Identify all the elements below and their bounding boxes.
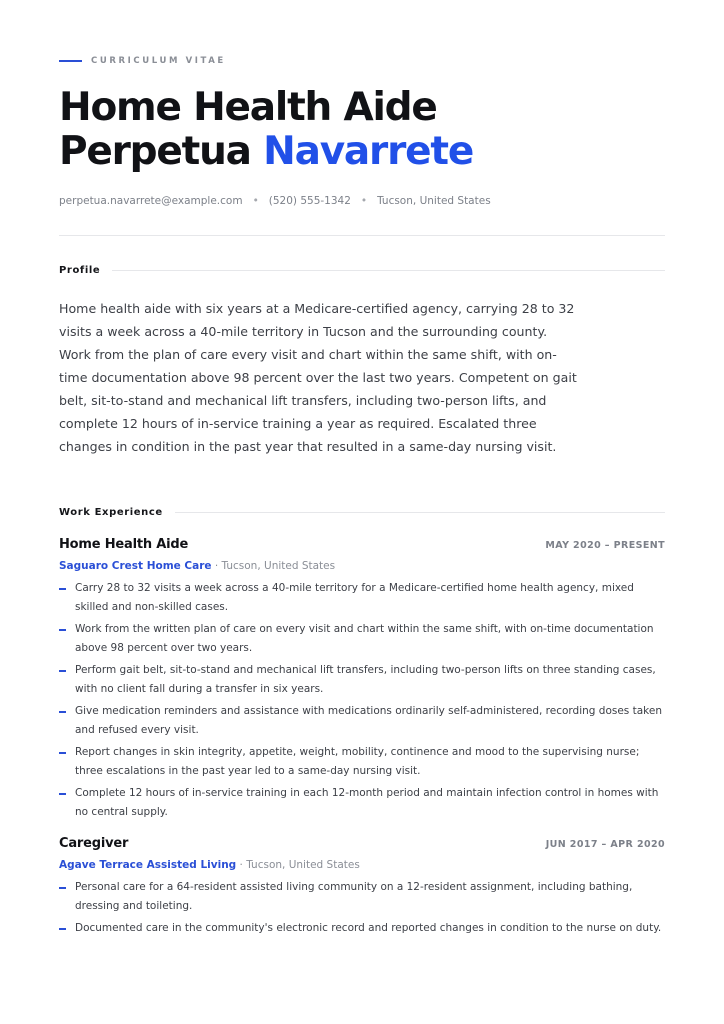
- job-header: [59, 836, 665, 856]
- job-entry: [59, 836, 665, 941]
- bullet-text: Perform gait belt, sit-to-stand and mechanical lift transfers, including two-person lifts on three standing cases, with no client fall during a transfer in six years.: [75, 664, 656, 695]
- bullet-text: Complete 12 hours of in-service training in each 12-month period and maintain infection control in homes with no central supply.: [75, 787, 659, 818]
- job-entry: [59, 537, 665, 825]
- contact-phone[interactable]: (520) 555-1342: [268, 195, 351, 207]
- bullet-text: Work from the written plan of care on every visit and chart within the same shift, with on-time documentation above 98 percent over two years.: [75, 623, 654, 654]
- bullet-text: Personal care for a 64-resident assisted living community on a 12-resident assignment, including bathing, dressing and toileting.: [75, 881, 633, 912]
- eyebrow-rule: [59, 60, 82, 62]
- job-location: · Tucson, United States: [239, 859, 360, 871]
- title-last-name: Navarrete: [263, 129, 474, 174]
- bullet-dash: [59, 588, 66, 590]
- bullet-dash: [59, 793, 66, 795]
- job-company-line: [59, 557, 665, 575]
- bullet-dash: [59, 711, 66, 713]
- job-company: Agave Terrace Assisted Living: [59, 859, 237, 871]
- list-item: [59, 743, 665, 781]
- list-item: [59, 579, 665, 617]
- job-title: Caregiver: [59, 836, 129, 851]
- profile-section-heading: [59, 265, 665, 276]
- profile-summary: Home health aide with six years at a Medicare-certified agency, carrying 28 to 32 visits a week across a 40-mile territory in Tucson and the surrounding county. Work from the plan of care every visit and chart within the same shift, with on-time documentation above 98 percent over the last two years. Competent on gait belt, sit-to-stand and mechanical lift transfers, including two-person lifts, and complete 12 hours of in-service training a year as required. Escalated three changes in condition in the past year that resulted in a same-day nursing visit.: [59, 301, 577, 454]
- bullet-text: Carry 28 to 32 visits a week across a 40-mile territory for a Medicare-certified home health agency, mixed skilled and non-skilled cases.: [75, 582, 634, 613]
- list-item: [59, 661, 665, 699]
- eyebrow: [59, 56, 226, 66]
- bullet-dash: [59, 928, 66, 930]
- job-dates: JUN 2017 – APR 2020: [545, 839, 665, 850]
- job-dates: MAY 2020 – PRESENT: [545, 540, 665, 551]
- bullet-dash: [59, 670, 66, 672]
- experience-heading: Work Experience: [59, 507, 163, 518]
- bullet-dash: [59, 887, 66, 889]
- job-bullets: [59, 878, 665, 938]
- profile-heading: Profile: [59, 265, 101, 276]
- list-item: [59, 702, 665, 740]
- page-title: [59, 86, 473, 174]
- contact-line: [59, 195, 491, 207]
- list-item: [59, 878, 665, 916]
- bullet-text: Report changes in skin integrity, appetite, weight, mobility, continence and mood to the supervising nurse; three escalations in the past year led to a same-day nursing visit.: [75, 746, 640, 777]
- job-bullets: [59, 579, 665, 822]
- list-item: [59, 784, 665, 822]
- contact-location: Tucson, United States: [377, 195, 491, 207]
- job-company-line: [59, 856, 665, 874]
- title-first-name: Perpetua: [59, 129, 251, 174]
- job-header: [59, 537, 665, 557]
- list-item: [59, 620, 665, 658]
- section-rule: [112, 270, 665, 271]
- bullet-text: Give medication reminders and assistance with medications ordinarily self-administered, recording doses taken and refused every visit.: [75, 705, 662, 736]
- bullet-dash: [59, 752, 66, 754]
- list-item: [59, 919, 665, 938]
- contact-email[interactable]: perpetua.navarrete@example.com: [59, 195, 243, 207]
- bullet-dash: [59, 629, 66, 631]
- experience-section-heading: [59, 507, 665, 518]
- bullet-text: Documented care in the community's electronic record and reported changes in condition to the nurse on duty.: [75, 922, 662, 934]
- job-title: Home Health Aide: [59, 537, 189, 552]
- contact-separator: •: [252, 195, 259, 207]
- section-rule: [175, 512, 665, 513]
- title-role: Home Health Aide: [59, 85, 437, 130]
- contact-separator: •: [360, 195, 368, 207]
- job-company: Saguaro Crest Home Care: [59, 560, 212, 572]
- header-divider: [59, 235, 665, 236]
- job-location: · Tucson, United States: [214, 560, 336, 572]
- eyebrow-label: CURRICULUM VITAE: [91, 56, 226, 66]
